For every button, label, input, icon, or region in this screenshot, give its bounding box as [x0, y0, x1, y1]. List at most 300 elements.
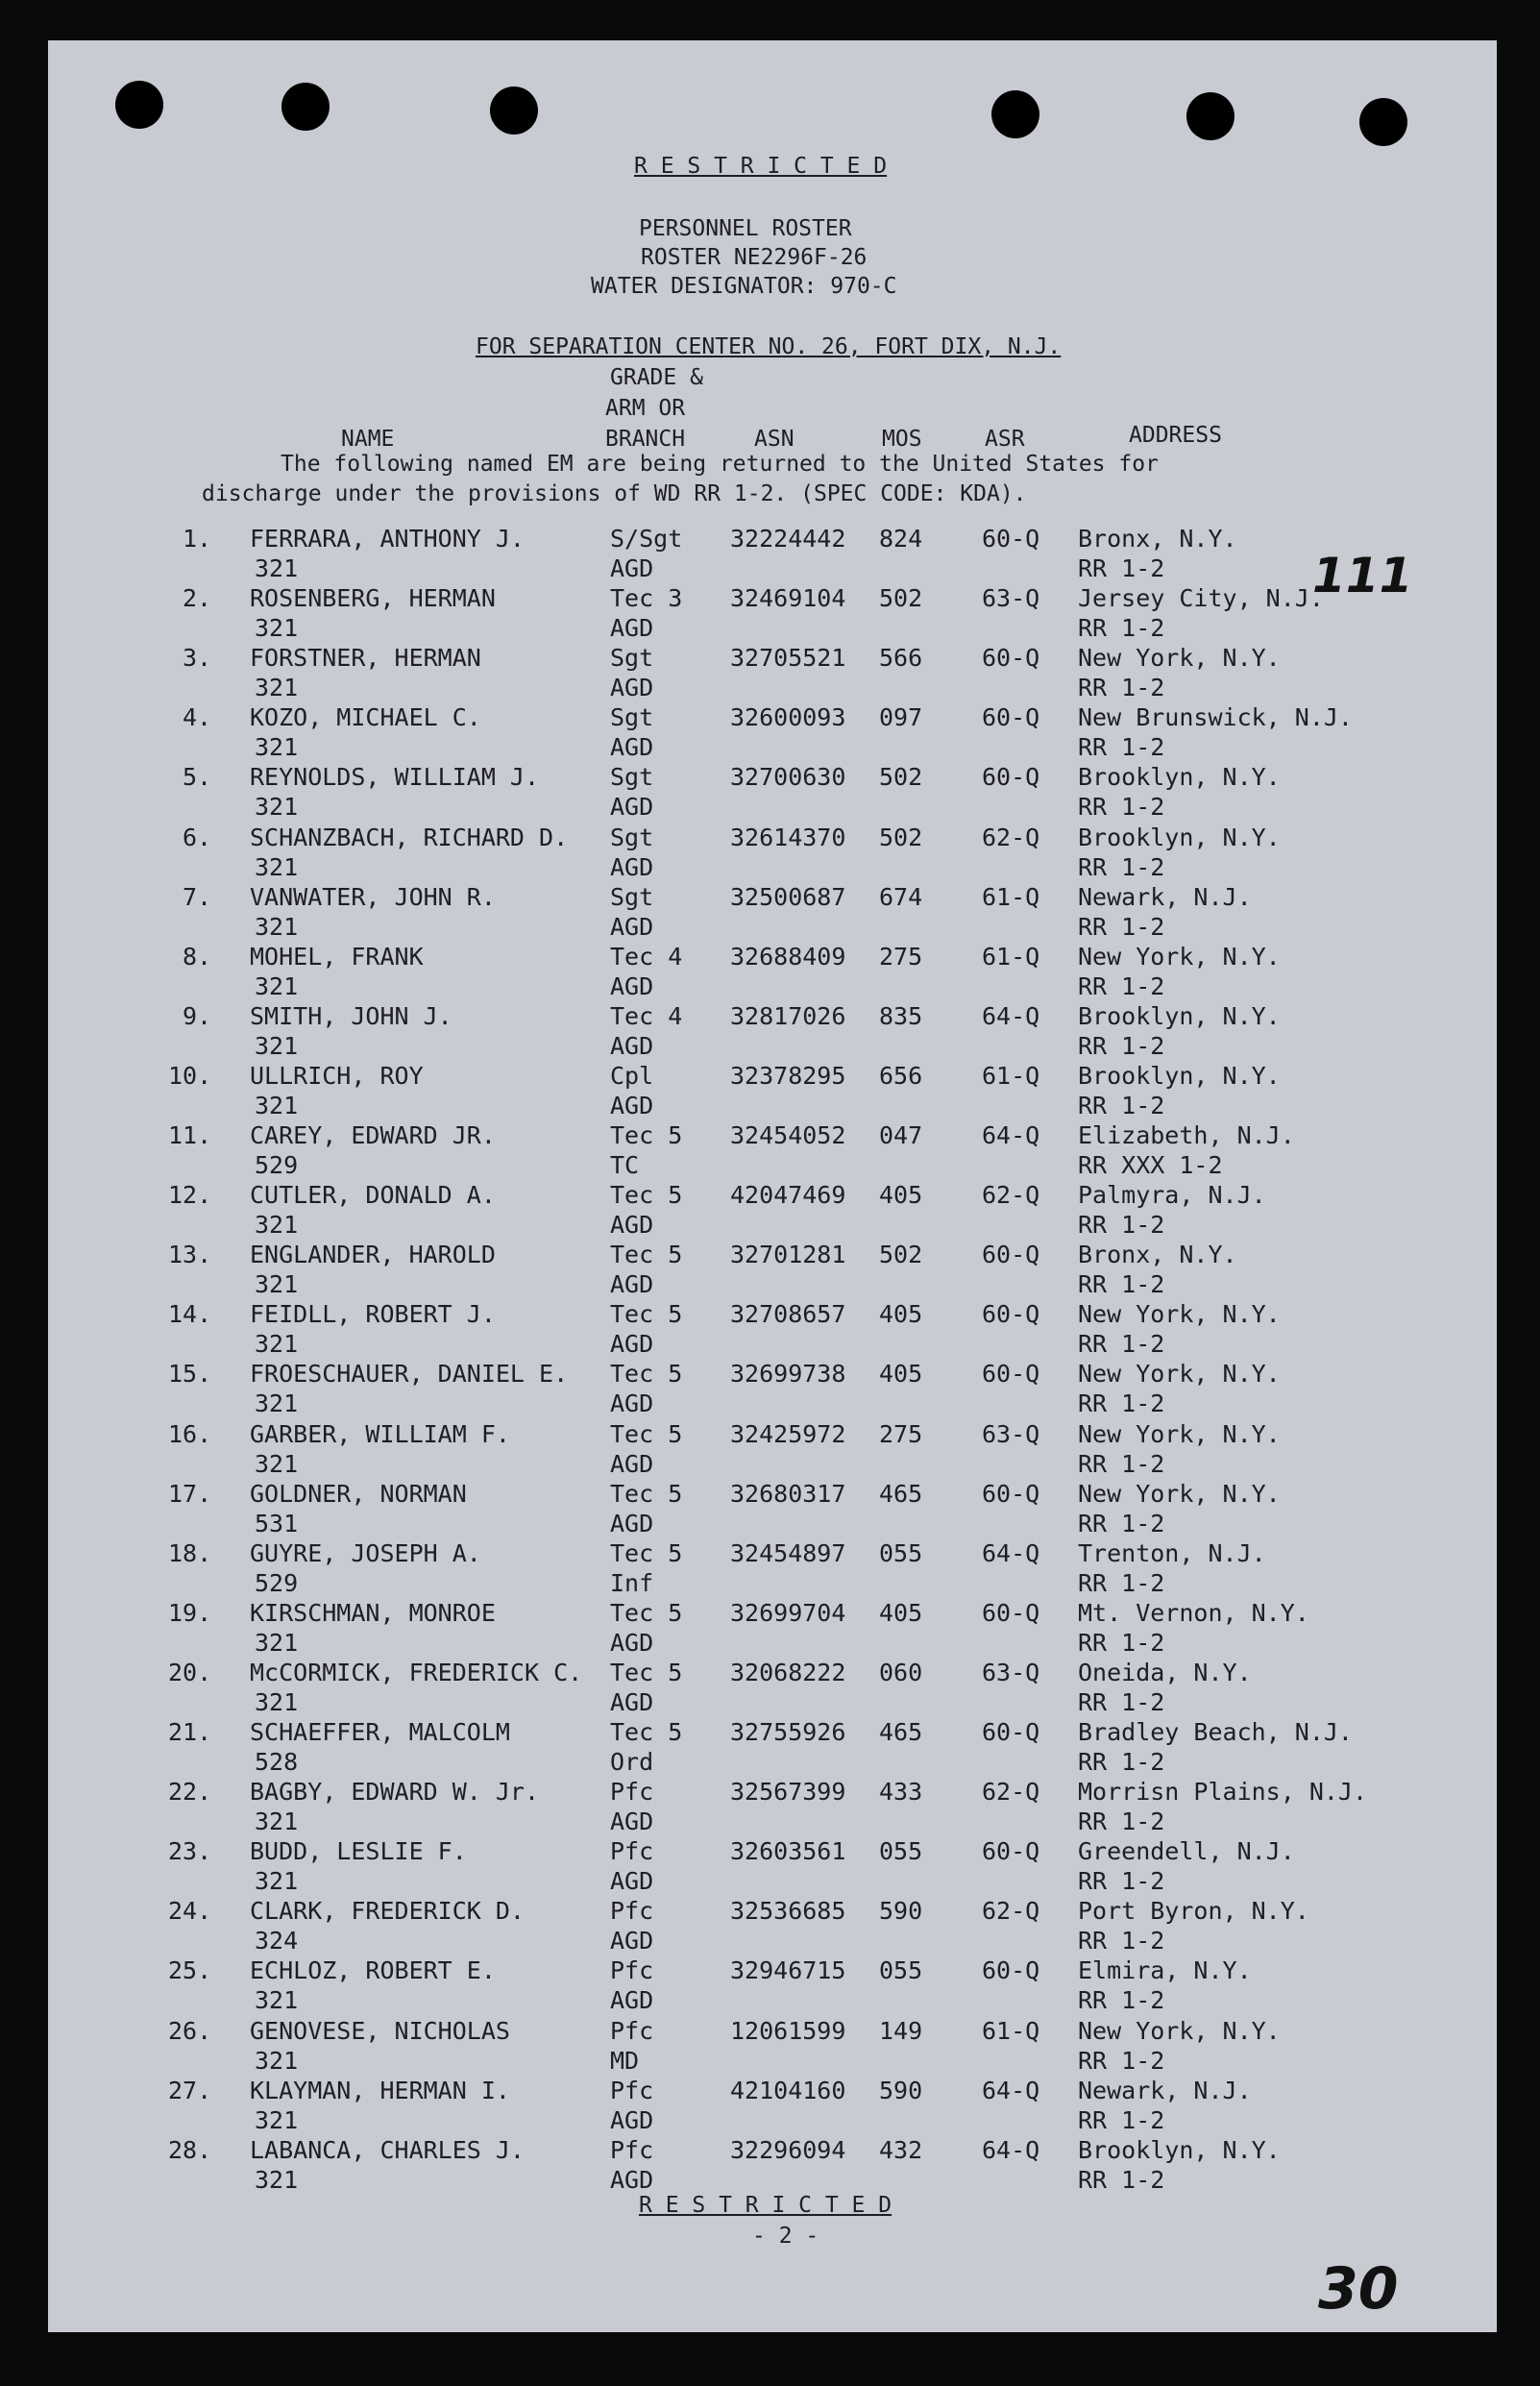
row-asr: 64-Q: [982, 2136, 1040, 2164]
row-asn: 32500687: [730, 883, 846, 911]
row-asr: 64-Q: [982, 2077, 1040, 2104]
row-mos: 405: [879, 1300, 923, 1328]
row-mos: 433: [879, 1778, 923, 1806]
row-regulation: RR 1-2: [1078, 853, 1165, 881]
column-header-asn: ASN: [754, 427, 794, 452]
punch-hole: [281, 83, 330, 131]
row-grade: Pfc: [610, 2017, 654, 2045]
row-code: 321: [255, 1092, 299, 1119]
row-address: Brooklyn, N.Y.: [1078, 824, 1281, 851]
row-name: REYNOLDS, WILLIAM J.: [250, 763, 540, 791]
row-grade: Tec 5: [610, 1718, 683, 1746]
row-mos: 590: [879, 1897, 923, 1925]
row-grade: Sgt: [610, 763, 654, 791]
row-name: FEIDLL, ROBERT J.: [250, 1300, 496, 1328]
row-asn: 32068222: [730, 1659, 846, 1686]
row-number: 16.: [168, 1420, 212, 1448]
row-address: Palmyra, N.J.: [1078, 1181, 1266, 1209]
row-grade: Tec 5: [610, 1480, 683, 1508]
row-branch: AGD: [610, 1867, 654, 1895]
row-asn: 32699704: [730, 1599, 846, 1627]
row-mos: 502: [879, 763, 923, 791]
row-code: 529: [255, 1569, 299, 1597]
row-number: 5.: [183, 763, 212, 791]
row-branch: AGD: [610, 913, 654, 941]
row-mos: 055: [879, 1837, 923, 1865]
row-branch: AGD: [610, 1450, 654, 1478]
row-code: 321: [255, 1450, 299, 1478]
row-code: 321: [255, 1390, 299, 1417]
row-asn: 32699738: [730, 1360, 846, 1388]
row-regulation: RR 1-2: [1078, 793, 1165, 821]
row-regulation: RR 1-2: [1078, 1510, 1165, 1537]
row-branch: TC: [610, 1151, 640, 1179]
row-address: New York, N.Y.: [1078, 1480, 1281, 1508]
row-asr: 61-Q: [982, 1062, 1040, 1090]
row-asr: 62-Q: [982, 824, 1040, 851]
row-address: Brooklyn, N.Y.: [1078, 1002, 1281, 1030]
row-asr: 60-Q: [982, 1480, 1040, 1508]
row-asr: 60-Q: [982, 1837, 1040, 1865]
row-number: 18.: [168, 1539, 212, 1567]
row-asn: 32536685: [730, 1897, 846, 1925]
row-regulation: RR 1-2: [1078, 1569, 1165, 1597]
row-name: GUYRE, JOSEPH A.: [250, 1539, 481, 1567]
punch-hole: [490, 86, 538, 135]
row-name: McCORMICK, FREDERICK C.: [250, 1659, 583, 1686]
row-address: New York, N.Y.: [1078, 1300, 1281, 1328]
row-asn: 32425972: [730, 1420, 846, 1448]
row-number: 12.: [168, 1181, 212, 1209]
row-code: 528: [255, 1748, 299, 1776]
row-address: Bronx, N.Y.: [1078, 1241, 1237, 1268]
row-number: 4.: [183, 703, 212, 731]
row-regulation: RR 1-2: [1078, 614, 1165, 642]
row-asn: 32567399: [730, 1778, 846, 1806]
row-asr: 63-Q: [982, 1420, 1040, 1448]
row-regulation: RR 1-2: [1078, 1867, 1165, 1895]
row-branch: AGD: [610, 1927, 654, 1955]
row-code: 321: [255, 1330, 299, 1358]
row-grade: Tec 4: [610, 1002, 683, 1030]
row-number: 24.: [168, 1897, 212, 1925]
row-address: New York, N.Y.: [1078, 943, 1281, 971]
row-address: Brooklyn, N.Y.: [1078, 763, 1281, 791]
row-asn: 32688409: [730, 943, 846, 971]
intro-line-1: The following named EM are being returned to the United States for: [281, 452, 1159, 477]
row-address: New York, N.Y.: [1078, 2017, 1281, 2045]
row-name: LABANCA, CHARLES J.: [250, 2136, 525, 2164]
row-asn: 32708657: [730, 1300, 846, 1328]
row-address: Port Byron, N.Y.: [1078, 1897, 1309, 1925]
row-mos: 275: [879, 1420, 923, 1448]
row-address: Brooklyn, N.Y.: [1078, 1062, 1281, 1090]
row-branch: Inf: [610, 1569, 654, 1597]
row-name: GENOVESE, NICHOLAS: [250, 2017, 510, 2045]
row-regulation: RR 1-2: [1078, 1211, 1165, 1239]
row-code: 321: [255, 1629, 299, 1657]
row-branch: AGD: [610, 733, 654, 761]
row-name: KLAYMAN, HERMAN I.: [250, 2077, 510, 2104]
column-header-branch: BRANCH: [605, 427, 686, 452]
row-asr: 61-Q: [982, 883, 1040, 911]
row-name: KOZO, MICHAEL C.: [250, 703, 481, 731]
row-address: Newark, N.J.: [1078, 883, 1252, 911]
row-grade: Cpl: [610, 1062, 654, 1090]
row-regulation: RR 1-2: [1078, 2106, 1165, 2134]
row-grade: Pfc: [610, 1956, 654, 1984]
row-code: 321: [255, 674, 299, 701]
row-code: 531: [255, 1510, 299, 1537]
row-branch: AGD: [610, 1211, 654, 1239]
row-address: Jersey City, N.J.: [1078, 584, 1324, 612]
row-branch: MD: [610, 2047, 640, 2075]
row-asn: 32614370: [730, 824, 846, 851]
row-regulation: RR XXX 1-2: [1078, 1151, 1223, 1179]
row-asn: 32701281: [730, 1241, 846, 1268]
row-mos: 656: [879, 1062, 923, 1090]
row-name: ULLRICH, ROY: [250, 1062, 424, 1090]
row-asn: 32378295: [730, 1062, 846, 1090]
row-name: CLARK, FREDERICK D.: [250, 1897, 525, 1925]
row-grade: S/Sgt: [610, 525, 683, 553]
row-regulation: RR 1-2: [1078, 1808, 1165, 1835]
row-number: 25.: [168, 1956, 212, 1984]
punch-hole: [1359, 98, 1407, 146]
row-mos: 824: [879, 525, 923, 553]
row-regulation: RR 1-2: [1078, 2047, 1165, 2075]
row-branch: AGD: [610, 2166, 654, 2194]
row-asr: 64-Q: [982, 1002, 1040, 1030]
row-branch: AGD: [610, 554, 654, 582]
row-grade: Tec 5: [610, 1599, 683, 1627]
row-number: 26.: [168, 2017, 212, 2045]
row-asn: 32755926: [730, 1718, 846, 1746]
row-code: 321: [255, 972, 299, 1000]
row-number: 22.: [168, 1778, 212, 1806]
handwritten-number-top: 111: [1312, 548, 1413, 603]
row-code: 321: [255, 1688, 299, 1716]
row-code: 321: [255, 1986, 299, 2014]
row-regulation: RR 1-2: [1078, 1688, 1165, 1716]
row-mos: 097: [879, 703, 923, 731]
row-grade: Pfc: [610, 2077, 654, 2104]
row-number: 23.: [168, 1837, 212, 1865]
row-number: 17.: [168, 1480, 212, 1508]
row-number: 1.: [183, 525, 212, 553]
row-asn: 32817026: [730, 1002, 846, 1030]
row-name: SMITH, JOHN J.: [250, 1002, 452, 1030]
row-branch: AGD: [610, 1688, 654, 1716]
row-branch: AGD: [610, 674, 654, 701]
row-code: 321: [255, 793, 299, 821]
row-branch: AGD: [610, 972, 654, 1000]
row-asr: 60-Q: [982, 1360, 1040, 1388]
row-code: 321: [255, 2166, 299, 2194]
row-regulation: RR 1-2: [1078, 2166, 1165, 2194]
row-mos: 275: [879, 943, 923, 971]
row-asn: 32224442: [730, 525, 846, 553]
row-name: CAREY, EDWARD JR.: [250, 1121, 496, 1149]
row-regulation: RR 1-2: [1078, 1450, 1165, 1478]
row-asn: 42104160: [730, 2077, 846, 2104]
row-asr: 61-Q: [982, 943, 1040, 971]
row-number: 28.: [168, 2136, 212, 2164]
row-grade: Pfc: [610, 1837, 654, 1865]
row-regulation: RR 1-2: [1078, 1927, 1165, 1955]
row-branch: AGD: [610, 1986, 654, 2014]
row-number: 21.: [168, 1718, 212, 1746]
row-asr: 60-Q: [982, 1599, 1040, 1627]
row-grade: Tec 5: [610, 1539, 683, 1567]
row-asr: 60-Q: [982, 763, 1040, 791]
row-address: Mt. Vernon, N.Y.: [1078, 1599, 1309, 1627]
row-code: 321: [255, 1808, 299, 1835]
row-asr: 60-Q: [982, 1956, 1040, 1984]
row-grade: Sgt: [610, 883, 654, 911]
row-regulation: RR 1-2: [1078, 913, 1165, 941]
row-code: 321: [255, 1211, 299, 1239]
row-branch: AGD: [610, 1808, 654, 1835]
row-address: New York, N.Y.: [1078, 1420, 1281, 1448]
document-page: [48, 40, 1497, 2332]
row-regulation: RR 1-2: [1078, 1032, 1165, 1060]
row-number: 27.: [168, 2077, 212, 2104]
row-name: ROSENBERG, HERMAN: [250, 584, 496, 612]
row-asr: 64-Q: [982, 1539, 1040, 1567]
row-number: 7.: [183, 883, 212, 911]
water-designator: WATER DESIGNATOR: 970-C: [591, 274, 897, 299]
row-mos: 149: [879, 2017, 923, 2045]
row-asn: 32603561: [730, 1837, 846, 1865]
row-regulation: RR 1-2: [1078, 972, 1165, 1000]
row-regulation: RR 1-2: [1078, 1092, 1165, 1119]
row-name: FORSTNER, HERMAN: [250, 644, 481, 672]
row-mos: 566: [879, 644, 923, 672]
column-header-arm: ARM OR: [605, 396, 686, 421]
row-mos: 465: [879, 1718, 923, 1746]
row-regulation: RR 1-2: [1078, 733, 1165, 761]
row-asn: 32454052: [730, 1121, 846, 1149]
row-name: CUTLER, DONALD A.: [250, 1181, 496, 1209]
row-grade: Pfc: [610, 2136, 654, 2164]
row-grade: Tec 5: [610, 1181, 683, 1209]
roster-title: PERSONNEL ROSTER: [639, 216, 852, 241]
column-header-grade: GRADE &: [610, 365, 703, 390]
row-name: MOHEL, FRANK: [250, 943, 424, 971]
row-asn: 32700630: [730, 763, 846, 791]
punch-hole: [991, 90, 1039, 138]
row-code: 321: [255, 733, 299, 761]
row-asn: 42047469: [730, 1181, 846, 1209]
row-branch: AGD: [610, 1032, 654, 1060]
row-asn: 32705521: [730, 644, 846, 672]
row-number: 9.: [183, 1002, 212, 1030]
row-asr: 62-Q: [982, 1897, 1040, 1925]
row-name: FERRARA, ANTHONY J.: [250, 525, 525, 553]
row-asr: 63-Q: [982, 1659, 1040, 1686]
row-address: Brooklyn, N.Y.: [1078, 2136, 1281, 2164]
row-asr: 60-Q: [982, 644, 1040, 672]
row-asn: 32600093: [730, 703, 846, 731]
row-number: 15.: [168, 1360, 212, 1388]
row-number: 3.: [183, 644, 212, 672]
row-grade: Tec 5: [610, 1241, 683, 1268]
row-address: Elmira, N.Y.: [1078, 1956, 1252, 1984]
row-asn: 32680317: [730, 1480, 846, 1508]
row-branch: AGD: [610, 1510, 654, 1537]
row-grade: Sgt: [610, 644, 654, 672]
row-mos: 405: [879, 1360, 923, 1388]
row-branch: AGD: [610, 1270, 654, 1298]
roster-number: ROSTER NE2296F-26: [641, 245, 868, 270]
row-address: Newark, N.J.: [1078, 2077, 1252, 2104]
row-mos: 060: [879, 1659, 923, 1686]
row-name: GARBER, WILLIAM F.: [250, 1420, 510, 1448]
row-number: 11.: [168, 1121, 212, 1149]
row-branch: AGD: [610, 614, 654, 642]
row-branch: AGD: [610, 2106, 654, 2134]
row-mos: 835: [879, 1002, 923, 1030]
column-header-asr: ASR: [985, 427, 1025, 452]
column-header-address: ADDRESS: [1129, 423, 1222, 448]
row-regulation: RR 1-2: [1078, 674, 1165, 701]
row-number: 19.: [168, 1599, 212, 1627]
row-address: Bronx, N.Y.: [1078, 525, 1237, 553]
row-mos: 465: [879, 1480, 923, 1508]
row-mos: 055: [879, 1956, 923, 1984]
classification-header: R E S T R I C T E D: [634, 154, 888, 179]
row-asr: 60-Q: [982, 703, 1040, 731]
row-code: 321: [255, 1270, 299, 1298]
row-grade: Sgt: [610, 824, 654, 851]
row-number: 8.: [183, 943, 212, 971]
row-mos: 502: [879, 584, 923, 612]
row-asn: 32946715: [730, 1956, 846, 1984]
row-address: New Brunswick, N.J.: [1078, 703, 1353, 731]
row-branch: AGD: [610, 1092, 654, 1119]
row-name: BUDD, LESLIE F.: [250, 1837, 467, 1865]
row-address: Elizabeth, N.J.: [1078, 1121, 1295, 1149]
row-asn: 12061599: [730, 2017, 846, 2045]
row-code: 321: [255, 614, 299, 642]
row-branch: AGD: [610, 1330, 654, 1358]
row-name: SCHAEFFER, MALCOLM: [250, 1718, 510, 1746]
row-mos: 590: [879, 2077, 923, 2104]
destination: FOR SEPARATION CENTER NO. 26, FORT DIX, N.J.: [476, 334, 1062, 359]
row-code: 321: [255, 1032, 299, 1060]
page-number: - 2 -: [752, 2224, 819, 2249]
row-asr: 61-Q: [982, 2017, 1040, 2045]
row-name: KIRSCHMAN, MONROE: [250, 1599, 496, 1627]
row-address: New York, N.Y.: [1078, 1360, 1281, 1388]
row-code: 529: [255, 1151, 299, 1179]
row-code: 321: [255, 853, 299, 881]
row-mos: 055: [879, 1539, 923, 1567]
row-mos: 405: [879, 1599, 923, 1627]
row-mos: 674: [879, 883, 923, 911]
row-regulation: RR 1-2: [1078, 1270, 1165, 1298]
row-asn: 32469104: [730, 584, 846, 612]
row-mos: 405: [879, 1181, 923, 1209]
row-branch: AGD: [610, 793, 654, 821]
row-number: 20.: [168, 1659, 212, 1686]
row-name: VANWATER, JOHN R.: [250, 883, 496, 911]
row-asn: 32454897: [730, 1539, 846, 1567]
classification-footer: R E S T R I C T E D: [639, 2193, 892, 2218]
row-asr: 63-Q: [982, 584, 1040, 612]
row-asr: 64-Q: [982, 1121, 1040, 1149]
row-name: BAGBY, EDWARD W. Jr.: [250, 1778, 540, 1806]
row-grade: Pfc: [610, 1897, 654, 1925]
row-mos: 502: [879, 1241, 923, 1268]
row-number: 13.: [168, 1241, 212, 1268]
row-mos: 047: [879, 1121, 923, 1149]
row-name: ENGLANDER, HAROLD: [250, 1241, 496, 1268]
row-branch: Ord: [610, 1748, 654, 1776]
row-regulation: RR 1-2: [1078, 1390, 1165, 1417]
row-grade: Tec 4: [610, 943, 683, 971]
punch-hole: [1186, 92, 1234, 140]
row-asr: 60-Q: [982, 1300, 1040, 1328]
row-grade: Pfc: [610, 1778, 654, 1806]
row-code: 321: [255, 2047, 299, 2075]
row-mos: 432: [879, 2136, 923, 2164]
row-name: SCHANZBACH, RICHARD D.: [250, 824, 569, 851]
row-number: 6.: [183, 824, 212, 851]
row-code: 321: [255, 2106, 299, 2134]
row-grade: Tec 5: [610, 1420, 683, 1448]
row-asr: 60-Q: [982, 525, 1040, 553]
row-regulation: RR 1-2: [1078, 1629, 1165, 1657]
row-grade: Tec 3: [610, 584, 683, 612]
row-address: Oneida, N.Y.: [1078, 1659, 1252, 1686]
row-code: 321: [255, 913, 299, 941]
row-asr: 60-Q: [982, 1718, 1040, 1746]
row-regulation: RR 1-2: [1078, 1748, 1165, 1776]
row-grade: Tec 5: [610, 1360, 683, 1388]
row-regulation: RR 1-2: [1078, 554, 1165, 582]
row-asr: 60-Q: [982, 1241, 1040, 1268]
row-regulation: RR 1-2: [1078, 1986, 1165, 2014]
row-name: GOLDNER, NORMAN: [250, 1480, 467, 1508]
row-grade: Tec 5: [610, 1121, 683, 1149]
punch-hole: [115, 81, 163, 129]
row-address: Trenton, N.J.: [1078, 1539, 1266, 1567]
row-address: Bradley Beach, N.J.: [1078, 1718, 1353, 1746]
row-branch: AGD: [610, 1629, 654, 1657]
row-regulation: RR 1-2: [1078, 1330, 1165, 1358]
row-asn: 32296094: [730, 2136, 846, 2164]
row-branch: AGD: [610, 853, 654, 881]
row-number: 14.: [168, 1300, 212, 1328]
row-code: 321: [255, 554, 299, 582]
row-branch: AGD: [610, 1390, 654, 1417]
handwritten-number-bottom: 30: [1318, 2255, 1399, 2323]
column-header-name: NAME: [341, 427, 395, 452]
row-code: 321: [255, 1867, 299, 1895]
row-number: 2.: [183, 584, 212, 612]
row-asr: 62-Q: [982, 1181, 1040, 1209]
row-grade: Tec 5: [610, 1300, 683, 1328]
row-name: ECHLOZ, ROBERT E.: [250, 1956, 496, 1984]
row-address: New York, N.Y.: [1078, 644, 1281, 672]
row-mos: 502: [879, 824, 923, 851]
row-address: Greendell, N.J.: [1078, 1837, 1295, 1865]
column-header-mos: MOS: [882, 427, 922, 452]
row-address: Morrisn Plains, N.J.: [1078, 1778, 1368, 1806]
row-grade: Sgt: [610, 703, 654, 731]
